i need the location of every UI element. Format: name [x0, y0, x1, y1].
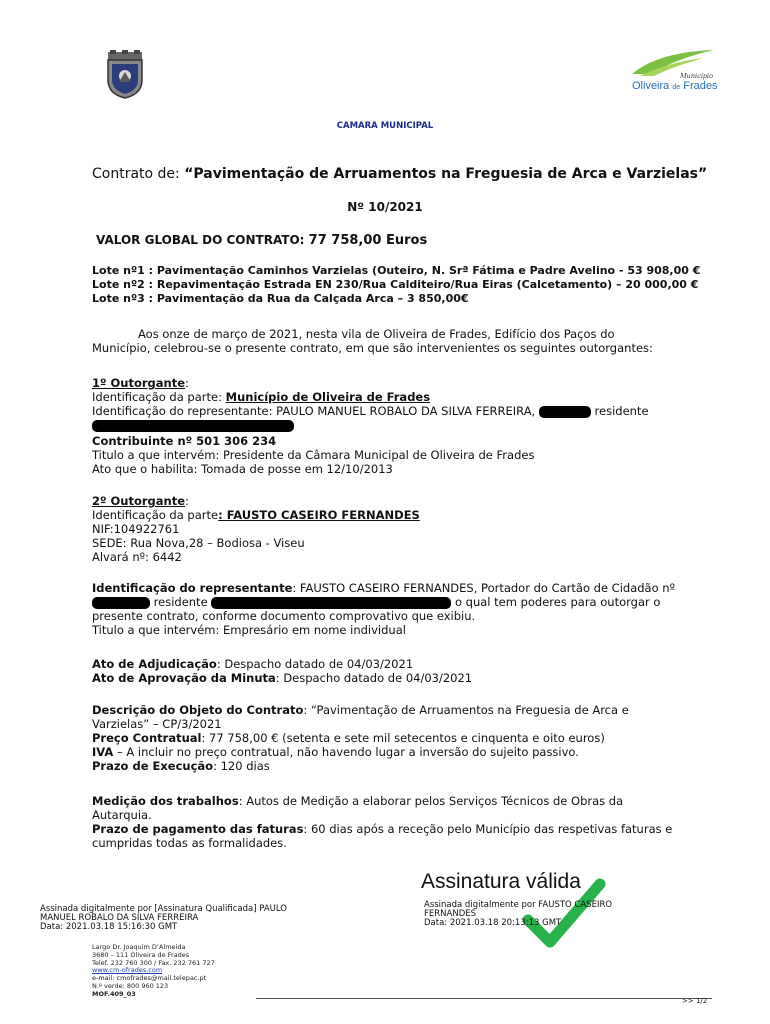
municipality-logo	[628, 48, 718, 98]
outorgante-1-titulo: Titulo a que intervém: Presidente da Câmara Municipal de Oliveira de Frades	[92, 448, 535, 462]
footer-divider	[256, 998, 712, 999]
redaction-box	[539, 406, 591, 418]
outorgante-1-section	[92, 376, 716, 476]
contract-value: VALOR GLOBAL DO CONTRATO: 77 758,00 Euros	[96, 233, 428, 248]
website-link[interactable]: www.cm-ofrades.com	[92, 966, 163, 975]
outorgante-2-alvara: Alvará nº: 6442	[92, 550, 182, 564]
page-number: >> 1/2	[682, 997, 708, 1005]
iva: IVA – A incluir no preço contratual, não havendo lugar a inversão do sujeito passivo.	[92, 745, 579, 759]
lot-3: Lote nº3 : Pavimentação da Rua da Calçada Arca – 3 850,00€	[92, 292, 469, 305]
redaction-box	[92, 597, 150, 609]
coat-of-arms-logo	[100, 50, 150, 100]
outorgante-2-heading: 2º Outorgante:	[92, 494, 189, 508]
signature-left: Assinada digitalmente por [Assinatura Qualificada] PAULO MANUEL ROBALO DA SILVA FERREIRA Data: 2021.03.18 15:16:30 GMT	[40, 904, 287, 932]
logo-municipio-text: Município	[680, 72, 713, 80]
redaction-box	[92, 420, 294, 432]
ato-adjudicacao: Ato de Adjudicação: Despacho datado de 04/03/2021	[92, 657, 414, 671]
outorgante-2-section	[92, 494, 716, 564]
medicao-section: Medição dos trabalhos: Autos de Medição a elaborar pelos Serviços Técnicos de Obras da Autarquia. Prazo de pagamento das faturas: 60 dias após a receção pelo Município das respetivas faturas e cumpridas todas as formalidades.	[92, 794, 716, 850]
intro-paragraph: Aos onze de março de 2021, nesta vila de Oliveira de Frades, Edifício dos Paços do Município, celebrou-se o presente contrato, em que são intervenientes os seguintes outorgantes:	[92, 327, 653, 355]
outorgante-1-heading: 1º Outorgante:	[92, 376, 189, 390]
outorgante-2-nif: NIF:104922761	[92, 522, 180, 536]
contract-number: Nº 10/2021	[347, 200, 423, 214]
redaction-box	[211, 597, 451, 609]
outorgante-2-sede: SEDE: Rua Nova,28 – Bodiosa - Viseu	[92, 536, 305, 550]
outorgante-1-ato: Ato que o habilita: Tomada de posse em 12/10/2013	[92, 462, 393, 476]
logo-name: Oliveira de Frades	[632, 80, 718, 92]
lots-list	[92, 264, 700, 306]
objeto-section: Descrição do Objeto do Contrato: “Pavimentação de Arruamentos na Freguesia de Arca e Varzielas” – CP/3/2021 Preço Contratual: 77 758,00 € (setenta e sete mil setecentos e cinquenta e oito euros) IVA – A incluir no preço contratual, não havendo lugar a inversão do sujeito passivo. Prazo de Execução: 120 dias	[92, 703, 716, 773]
document-code: MOF.409_03	[92, 989, 136, 998]
footer-address: Largo Dr. Joaquim D’Almeida 3680 – 111 Oliveira de Frades Telef. 232 760 300 / Fax. 232 761 727 www.cm-ofrades.com e-mail: cmofrades@mail.telepac.pt N.º verde: 800 960 123 MOF.409_03	[92, 943, 215, 998]
signature-valid-text: Assinatura válida	[421, 870, 581, 893]
signature-right: Assinada digitalmente por FAUSTO CASEIRO FERNANDES Data: 2021.03.18 20:13:13 GMT	[424, 900, 613, 928]
ato-aprovacao: Ato de Aprovação da Minuta: Despacho datado de 04/03/2021	[92, 671, 473, 685]
prazo-pagamento: Prazo de pagamento das faturas: 60 dias após a receção pelo Município das respetivas faturas e	[92, 822, 673, 836]
lot-1: Lote nº1 : Pavimentação Caminhos Varzielas (Outeiro, N. Srª Fátima e Padre Avelino - 53 908,00 €	[92, 264, 701, 277]
prazo-execucao: Prazo de Execução: 120 dias	[92, 759, 270, 773]
preco-contratual: Preço Contratual: 77 758,00 € (setenta e sete mil setecentos e cinquenta e oito euros)	[92, 731, 605, 745]
camara-municipal-heading: CAMARA MUNICIPAL	[336, 121, 434, 131]
representante-2-section: Identificação do representante: FAUSTO CASEIRO FERNANDES, Portador do Cartão de Cidadão nº residente o qual tem poderes para outorgar o presente contrato, conforme documento comprovativo que exibiu. Titulo a que intervém: Empresário em nome individual	[92, 581, 675, 637]
outorgante-2-ident: Identificação da parte: FAUSTO CASEIRO FERNANDES	[92, 508, 420, 522]
outorgante-1-rep: Identificação do representante: PAULO MANUEL ROBALO DA SILVA FERREIRA, residente	[92, 404, 649, 418]
outorgante-1-ident: Identificação da parte: Município de Oliveira de Frades	[92, 390, 431, 404]
lot-2: Lote nº2 : Repavimentação Estrada EN 230/Rua Calditeiro/Rua Eiras (Calcetamento) – 20 000,00 €	[92, 278, 699, 291]
email-line: e-mail: cmofrades@mail.telepac.pt	[92, 974, 207, 983]
contribuinte: Contribuinte nº 501 306 234	[92, 434, 277, 448]
contract-title: Contrato de: “Pavimentação de Arruamentos na Freguesia de Arca e Varzielas”	[92, 166, 708, 182]
atos-section	[92, 657, 716, 685]
